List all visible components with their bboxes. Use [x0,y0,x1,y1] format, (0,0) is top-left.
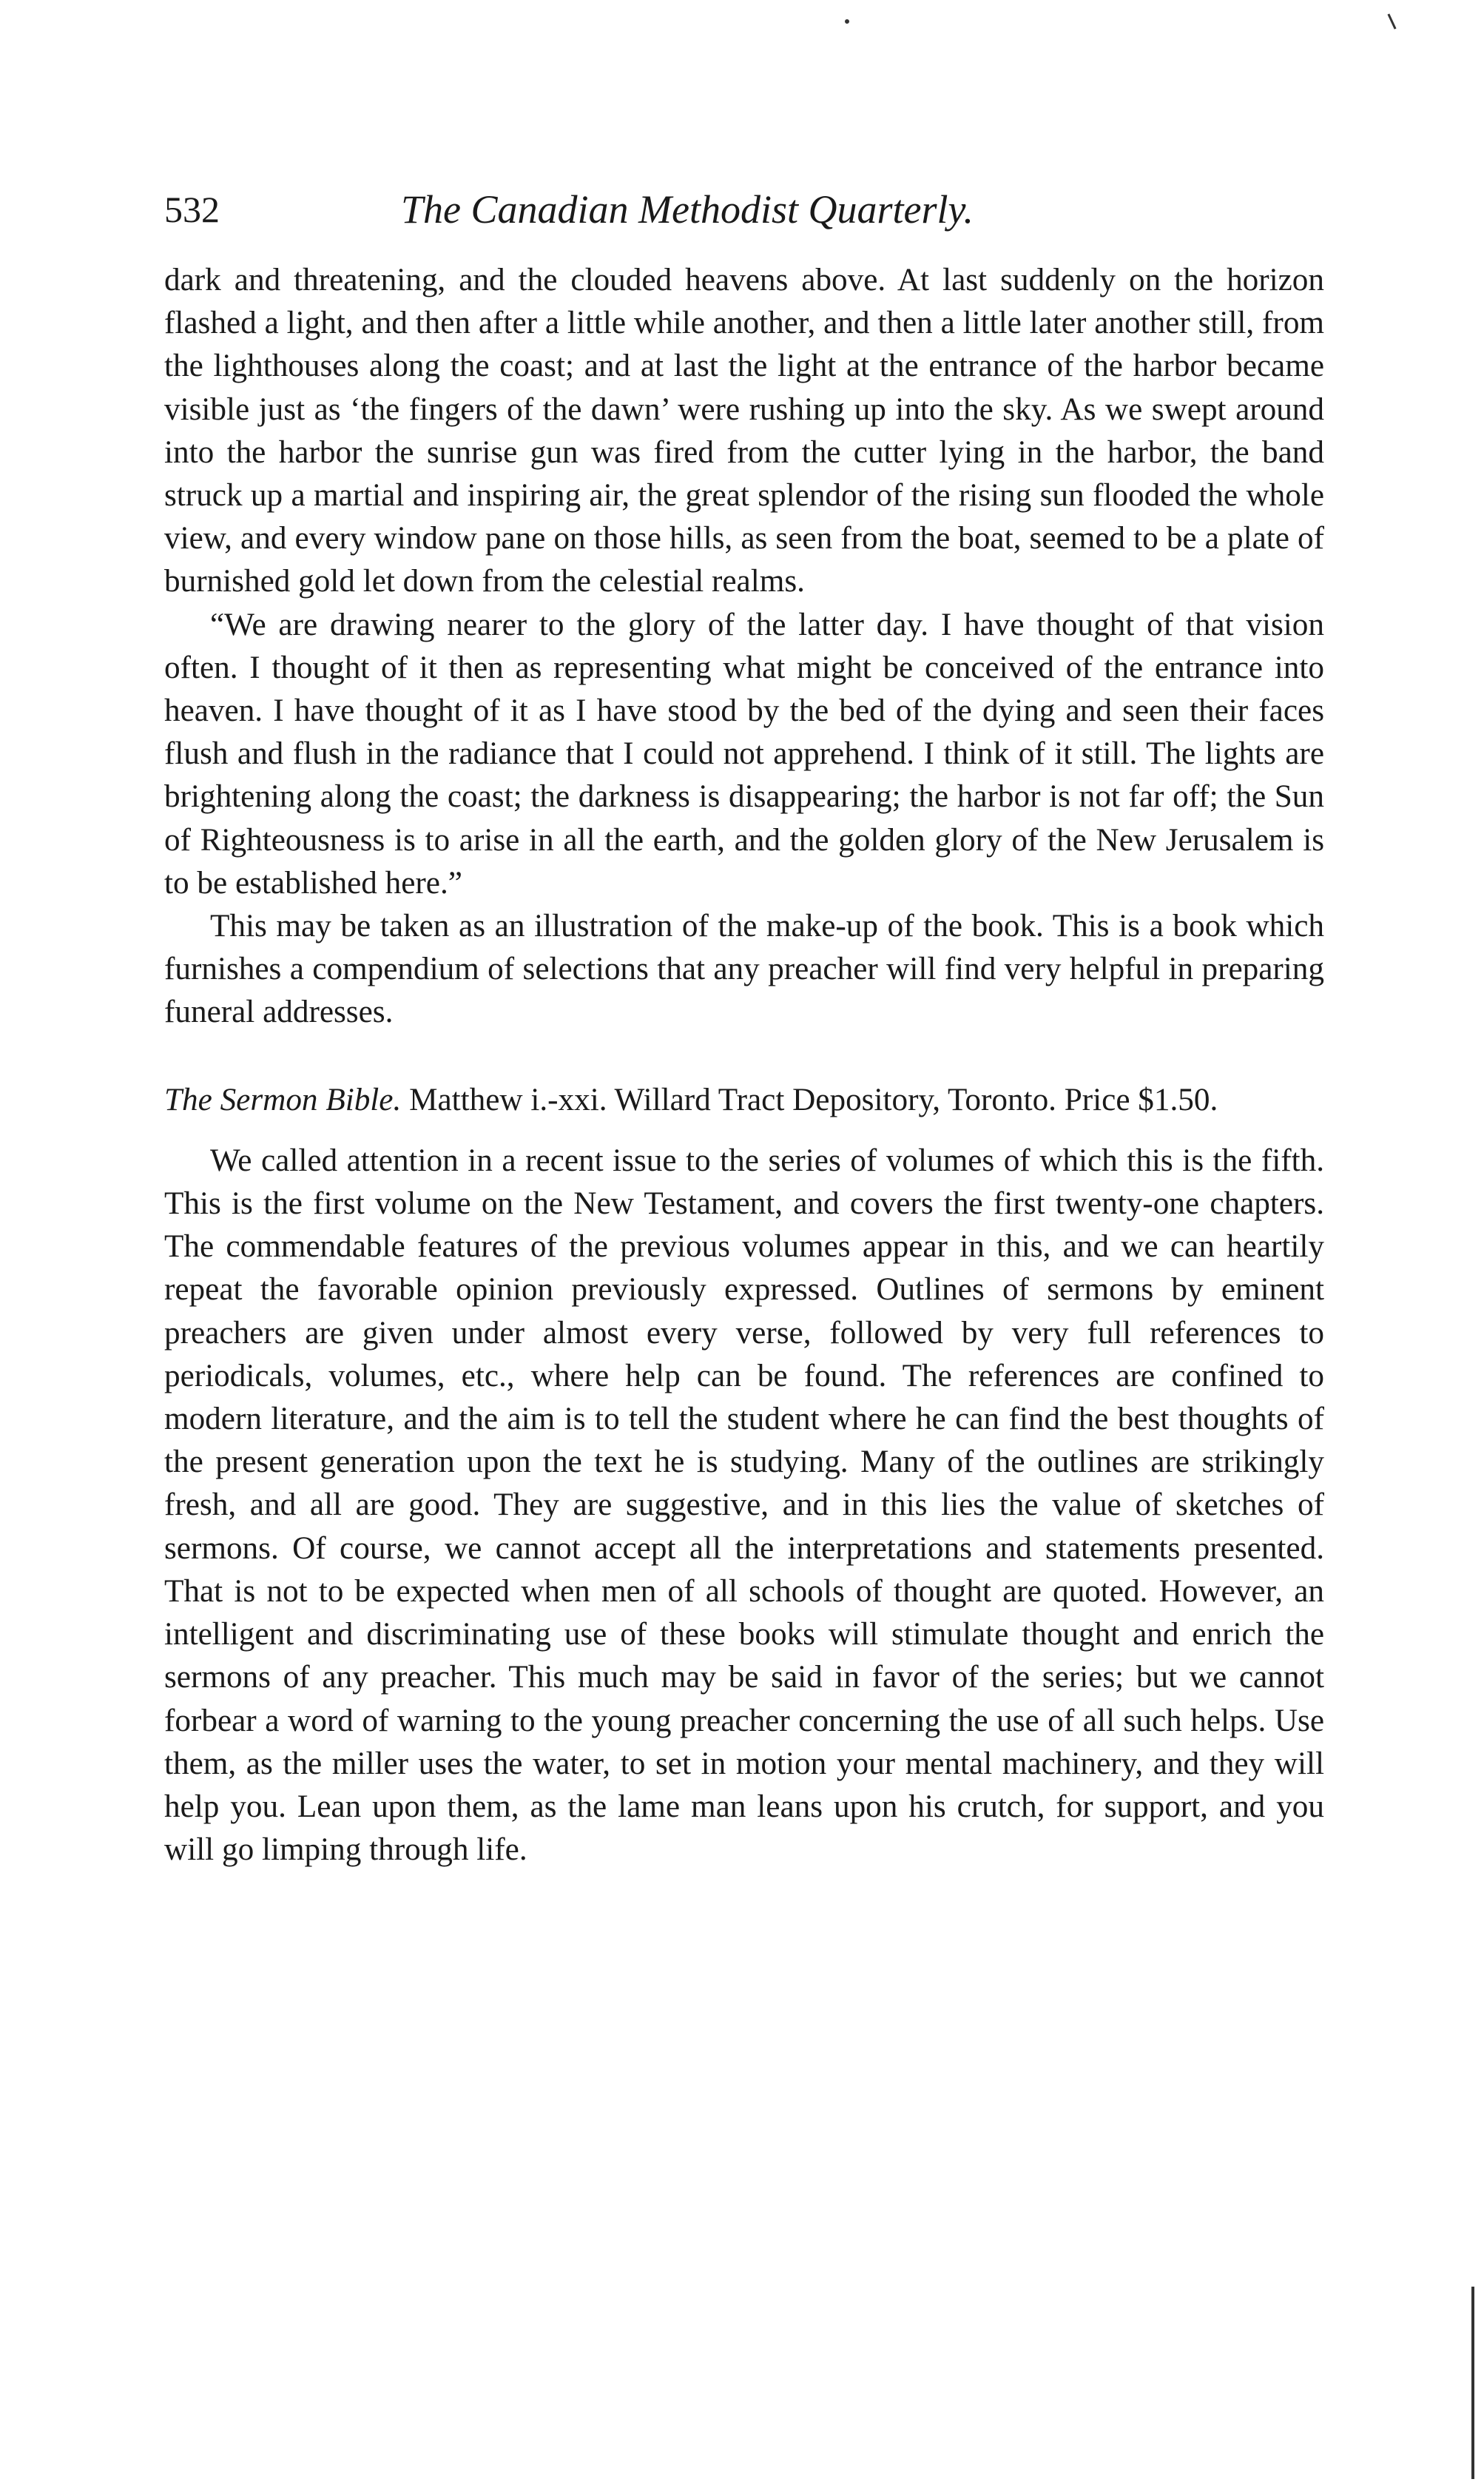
paragraph-quotation: “We are drawing nearer to the glory of the latter day. I have thought of that vision often. I thought of it then as representing what might be conceived of the entrance into heaven. I have thought of it as I have stood by the bed of the dying and seen their faces flush and flush in the radiance that I could not apprehend. I think of it still. The lights are brightening along the coast; the darkness is disappearing; the harbor is not far off; the Sun of Righteousness is to arise in all the earth, and the golden glory of the New Jerusalem is to be established here.” [164,607,1324,901]
review-details: Matthew i.-xxi. Willard Tract Depository, Toronto. Price $1.50. [409,1082,1218,1117]
paragraph-continuation: dark and threatening, and the clouded heavens above. At last suddenly on the horizon flashed a light, and then after a little while another, and then a little later another still, from the lighthouses along the coast; and at last the light at the entrance of the harbor became visible just as ‘the fingers of the dawn’ were rushing up into the sky. As we swept around into the harbor the sunrise gun was fired from the cutter lying in the harbor, the band struck up a martial and inspiring air, the great splendor of the rising sun flooded the whole view, and every window pane on those hills, as seen from the boat, seemed to be a plate of burnished gold let down from the celestial realms. [164,263,1324,599]
page-body [164,259,1324,1871]
paragraph-illustration: This may be taken as an illustration of the make-up of the book. This is a book which furnishes a compendium of selections that any preacher will find very helpful in preparing funeral addresses. [164,909,1324,1030]
review-heading [164,1079,1324,1122]
review-body: We called attention in a recent issue to the series of volumes of which this is the fifth. This is the first volume on the New Testament, and covers the first twenty-one chapters. The commendable features of the previous volumes appear in this, and we can heartily repeat the favorable opinion previously expressed. Outlines of sermons by eminent preachers are given under almost every verse, followed by very full references to periodicals, volumes, etc., where help can be found. The references are confined to modern literature, and the aim is to tell the student where he can find the best thoughts of the present generation upon the text he is studying. Many of the outlines are strikingly fresh, and all are good. They are suggestive, and in this lies the value of sketches of sermons. Of course, we cannot accept all the interpretations and statements presented. That is not to be expected when men of all schools of thought are quoted. However, an intelligent and discriminating use of these books will stimulate thought and enrich the sermons of any preacher. This much may be said in favor of the series; but we cannot forbear a word of warning to the young preacher concerning the use of all such helps. Use them, as the miller uses the water, to set in motion your mental machinery, and they will help you. Lean upon them, as the lame man leans upon his crutch, for support, and you will go limping through life. [164,1143,1324,1868]
scan-tick [1387,13,1396,29]
page-header [164,184,1324,235]
scan-dot [845,19,849,24]
review-book-title: The Sermon Bible. [164,1082,402,1117]
running-title: The Canadian Methodist Quarterly. [401,187,974,232]
scan-edge-line [1471,2287,1474,2479]
page-number: 532 [164,189,220,230]
